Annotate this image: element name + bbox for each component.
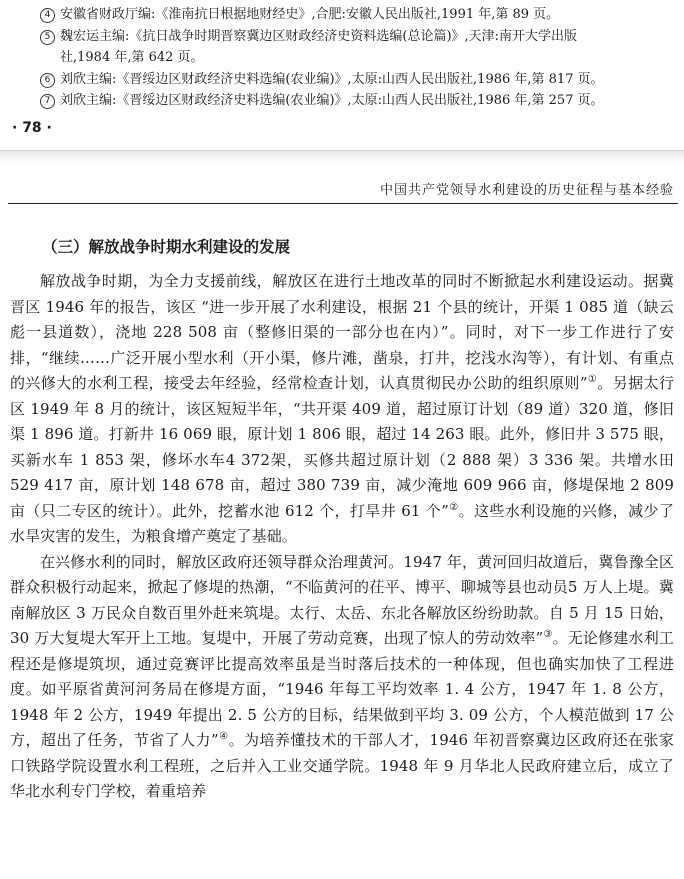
paragraph [10, 269, 674, 550]
footnote-list [40, 4, 676, 112]
footnote-ref[interactable]: ① [587, 374, 598, 385]
page-break [0, 150, 684, 166]
footnote-ref[interactable]: ④ [218, 731, 229, 742]
footnote-number: 7 [40, 94, 55, 109]
paragraph-text: 。这些水利设施的兴修，减少了水旱灾害的发生，为粮食增产奠定了基础。 [10, 501, 674, 545]
footnote-number: 4 [40, 8, 55, 23]
footnote-6 [40, 69, 676, 91]
footnote-ref[interactable]: ③ [543, 629, 553, 640]
paragraph-text: 。无论修建水利工程还是修堤筑坝，通过竞赛评比提高效率虽是当时落后技术的一种体现，但也确实加快了工程进度。如平原省黄河河务局在修堤方面，“1946 年每工平均效率 1. 4 公方，1947 年 1. 8 公方，1948 年 2 公方，1949 年提出 2. 5 公方的目标，结果做到平均 3. 09 公方，个人模范做到 17 公方，超出了任务，节省了人力” [10, 629, 674, 749]
footnote-number: 5 [40, 30, 55, 45]
paragraph-text: 在兴修水利的同时，解放区政府还领导群众治理黄河。1947 年，黄河回归故道后，冀鲁豫全区群众积极行动起来，掀起了修堤的热潮，“不临黄河的茌平、博平、聊城等县也动员5 万人上堤。冀南解放区 3 万民众自数百里外赶来筑堤。太行、太岳、东北各解放区纷纷助款。自 5 月 15 日始，30 万大复堤大军开上工地。复堤中，开展了劳动竞赛，出现了惊人的劳动效率” [10, 552, 674, 647]
footnote-ref[interactable]: ② [448, 501, 459, 513]
footnote-text: 魏宏运主编:《抗日战争时期晋察冀边区财政经济史资料选编(总论篇)》,天津:南开大学出版 [60, 28, 578, 44]
footnote-5 [40, 26, 676, 48]
section-title: （三）解放战争时期水利建设的发展 [42, 238, 291, 256]
footnote-text: 社,1984 年,第 642 页。 [60, 50, 204, 65]
header-rule [8, 203, 678, 204]
paragraph-text: 。为培养懂技术的干部人才，1946 年初晋察冀边区政府还在张家口铁路学院设置水利工程班，之后并入工业交通学院。1948 年 9 月华北人民政府建立后，成立了华北水利专门学校，着重培养 [10, 731, 674, 800]
paragraph-text: 。另据太行区 1949 年 8 月的统计，该区短短半年，“共开渠 409 道，超过原订计划（89 道）320 道，修旧渠 1 896 道。打新井 16 069 眼，原计划 1 806 眼，超过 14 263 眼。此外，修旧井 3 575 眼，买新水车 1 853 架，修坏水车4 372架，买修共超过原计划（2 888 架）3 336 架。共增水田 529 417 亩，原计划 148 678 亩，超过 380 739 亩，减少淹地 609 966 亩，修堤保地 2 809 亩（只二专区的统计）。此外，挖蓄水池 612 个，打旱井 61 个” [10, 374, 674, 520]
footnote-text: 安徽省财政厅编:《淮南抗日根据地财经史》,合肥:安徽人民出版社,1991 年,第 89 页。 [60, 7, 560, 22]
running-header: 中国共产党领导水利建设的历史征程与基本经验 [379, 183, 674, 198]
page-number: · 78 · [12, 120, 52, 136]
paragraph [10, 550, 674, 805]
footnote-text: 刘欣主编:《晋绥边区财政经济史料选编(农业编)》,太原:山西人民出版社,1986 年,第 257 页。 [60, 93, 604, 108]
footnote-number: 6 [40, 73, 55, 88]
footnote-7 [40, 90, 676, 112]
footnote-5-continued [40, 47, 676, 69]
footnote-text: 刘欣主编:《晋绥边区财政经济史料选编(农业编)》,太原:山西人民出版社,1986 年,第 817 页。 [60, 71, 604, 87]
paragraph-text: 解放战争时期，为全力支援前线，解放区在进行土地改革的同时不断掀起水利建设运动。据冀晋区 1946 年的报告，该区 “进一步开展了水利建设，根据 21 个县的统计，开渠 1 085 道（缺云彪一县道数），浇地 228 508 亩（整修旧渠的一部分也在内）”。同时，对下一步工作进行了安排，“继续……广泛开展小型水利（开小渠，修片滩，凿泉，打井，挖浅水沟等），有计划、有重点的兴修大的水利工程，接受去年经验，经常检查计划，认真贯彻民办公助的组织原则” [10, 272, 674, 392]
footnote-4 [40, 4, 676, 26]
body-text [10, 269, 674, 805]
